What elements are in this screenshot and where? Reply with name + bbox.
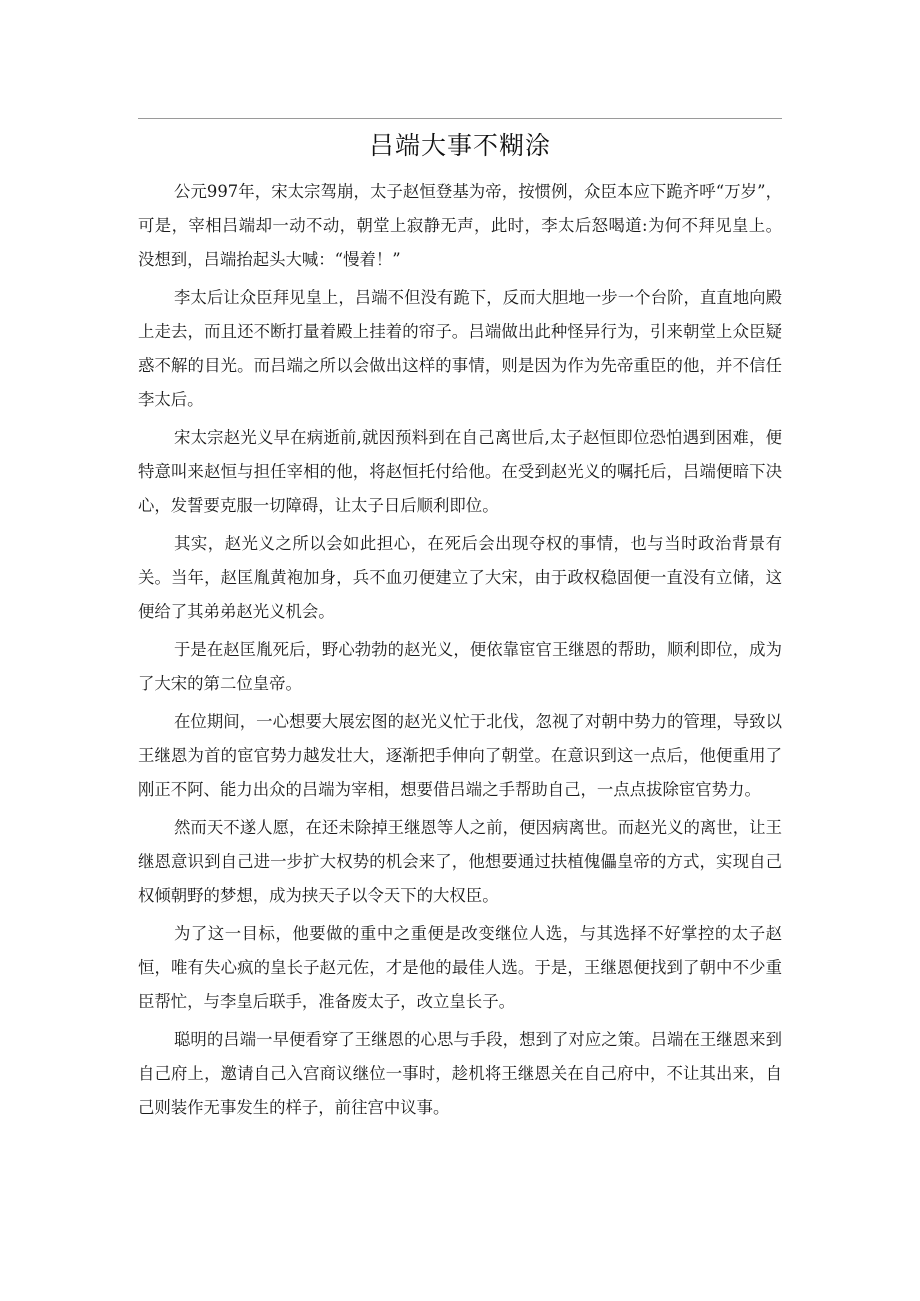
article-body [138, 175, 782, 1129]
paragraph: 于是在赵匡胤死后，野心勃勃的赵光义，便依靠宦官王继恩的帮助，顺利即位，成为了大宋的第二位皇帝。 [138, 640, 782, 693]
paragraph: 李太后让众臣拜见皇上，吕端不但没有跪下，反而大胆地一步一个台阶，直直地向殿上走去，而且还不断打量着殿上挂着的帘子。吕端做出此种怪异行为，引来朝堂上众臣疑惑不解的目光。而吕端之所以会做出这样的事情，则是因为作为先帝重臣的他，并不信任李太后。 [138, 288, 782, 409]
header-rule [138, 118, 782, 119]
paragraph: 宋太宗赵光义早在病逝前,就因预料到在自己离世后,太子赵恒即位恐怕遇到困难，便特意叫来赵恒与担任宰相的他，将赵恒托付给他。在受到赵光义的嘱托后，吕端便暗下决心，发誓要克服一切障碍，让太子日后顺利即位。 [138, 428, 782, 515]
paragraph: 为了这一目标，他要做的重中之重便是改变继位人选，与其选择不好掌控的太子赵恒，唯有失心疯的皇长子赵元佐，才是他的最佳人选。于是，王继恩便找到了朝中不少重臣帮忙，与李皇后联手，准备废太子，改立皇长子。 [138, 924, 782, 1011]
paragraph: 在位期间，一心想要大展宏图的赵光义忙于北伐，忽视了对朝中势力的管理，导致以王继恩为首的宦官势力越发壮大，逐渐把手伸向了朝堂。在意识到这一点后，他便重用了刚正不阿、能力出众的吕端为宰相，想要借吕端之手帮助自己，一点点拔除宦官势力。 [138, 712, 782, 799]
paragraph: 公元997年，宋太宗驾崩，太子赵恒登基为帝，按惯例，众臣本应下跪齐呼“万岁”，可是，宰相吕端却一动不动，朝堂上寂静无声，此时，李太后怒喝道:为何不拜见皇上。没想到，吕端抬起头大喊：“慢着！” [138, 182, 782, 269]
page-title: 吕端大事不糊涂 [368, 131, 551, 160]
paragraph: 然而天不遂人愿，在还未除掉王继恩等人之前，便因病离世。而赵光义的离世，让王继恩意识到自己进一步扩大权势的机会来了，他想要通过扶植傀儡皇帝的方式，实现自己权倾朝野的梦想，成为挟天子以令天下的大权臣。 [138, 818, 782, 905]
paragraph: 聪明的吕端一早便看穿了王继恩的心思与手段，想到了对应之策。吕端在王继恩来到自己府上，邀请自己入宫商议继位一事时，趁机将王继恩关在自己府中，不让其出来，自己则装作无事发生的样子，前往宫中议事。 [138, 1030, 782, 1117]
paragraph: 其实，赵光义之所以会如此担心，在死后会出现夺权的事情，也与当时政治背景有关。当年，赵匡胤黄袍加身，兵不血刃便建立了大宋，由于政权稳固便一直没有立储，这便给了其弟弟赵光义机会。 [138, 534, 782, 621]
